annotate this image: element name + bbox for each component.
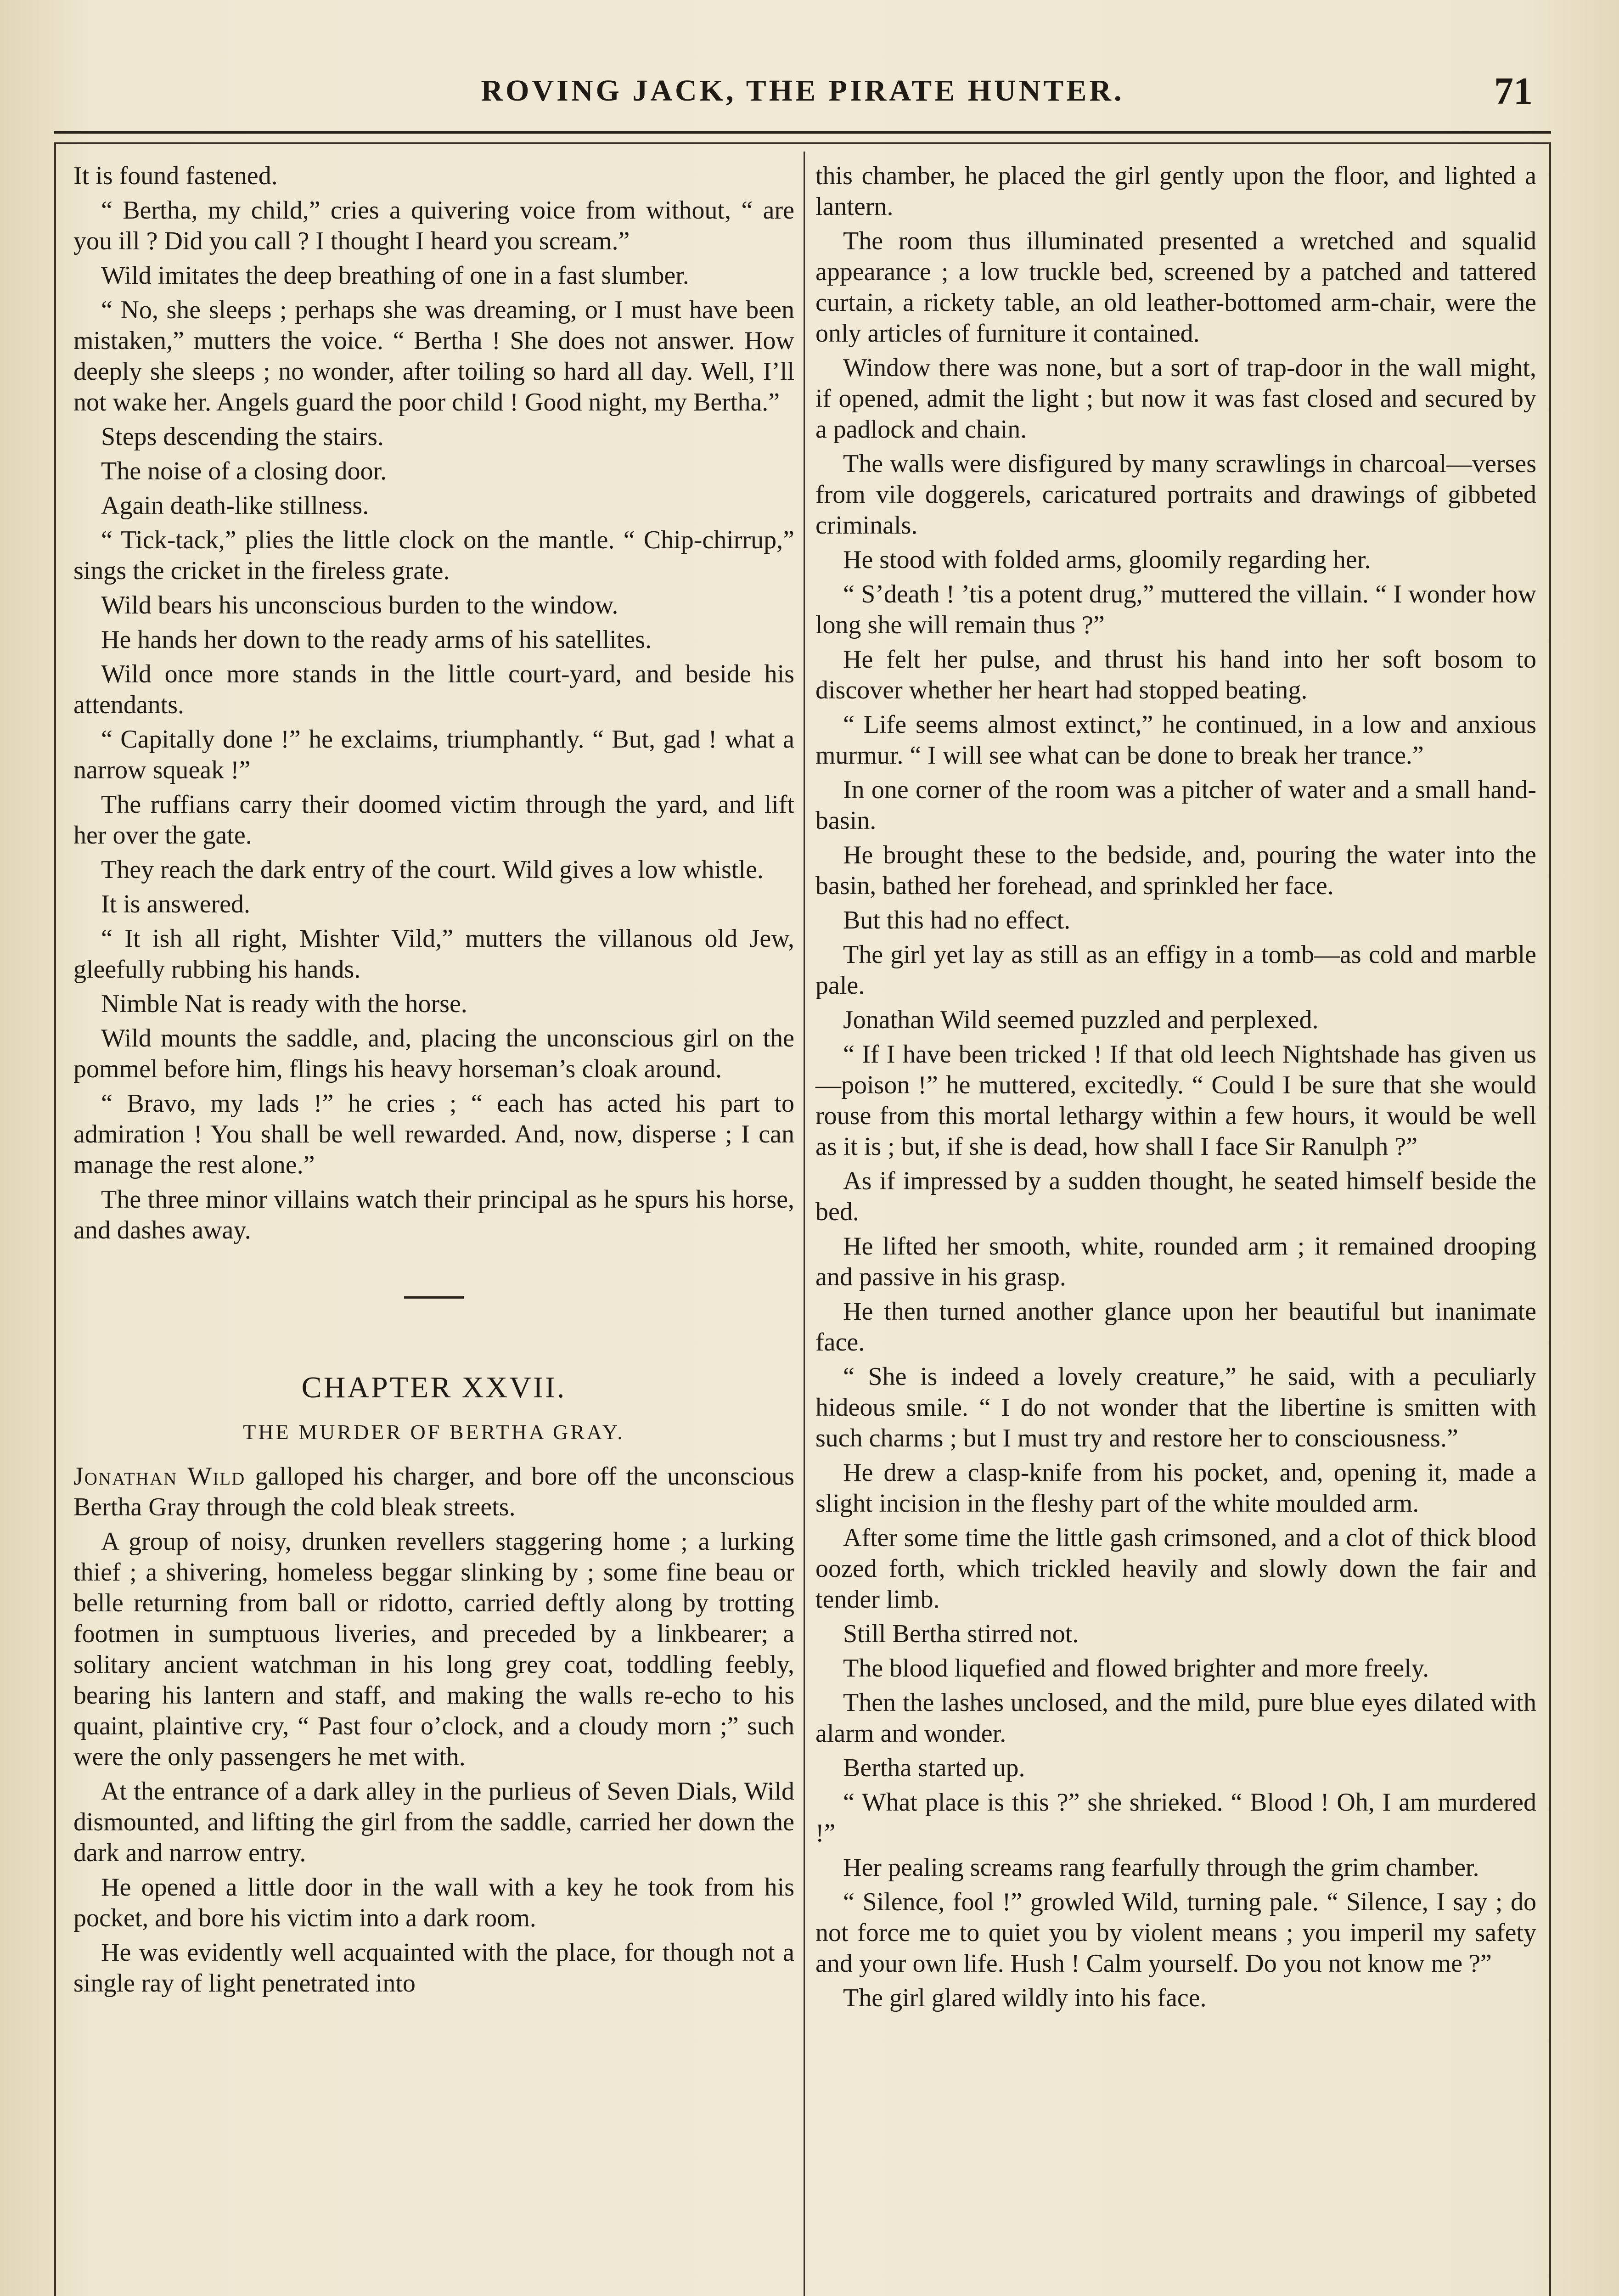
paragraph: this chamber, he placed the girl gently upon the floor, and lighted a lantern. [815,162,1536,221]
section-rule [404,1296,464,1299]
paragraph: Nimble Nat is ready with the horse. [101,990,467,1018]
paragraph: “ It ish all right, Mishter Vild,” mutters the villanous old Jew, gleefully rubbing his hands. [73,924,794,984]
chapter-title: CHAPTER XXVII. [301,1371,567,1404]
left-column [73,161,794,2003]
paragraph: The blood liquefied and flowed brighter and more freely. [843,1654,1429,1683]
paragraph: Steps descending the stairs. [101,422,384,451]
running-title: ROVING JACK, THE PIRATE HUNTER. [481,74,1124,107]
paragraph: In one corner of the room was a pitcher of water and a small hand-basin. [815,776,1536,835]
paragraph: The three minor villains watch their principal as he spurs his horse, and dashes away. [73,1185,794,1244]
paragraph: He drew a clasp-knife from his pocket, and, opening it, made a slight incision in the fleshy part of the white moulded arm. [815,1458,1536,1518]
paragraph: “ Capitally done !” he exclaims, triumphantly. “ But, gad ! what a narrow squeak !” [73,725,794,784]
paragraph: Her pealing screams rang fearfully through the grim chamber. [843,1853,1479,1882]
paragraph: “ She is indeed a lovely creature,” he said, with a peculiarly hideous smile. “ I do not wonder that the libertine is smitten with such charms ; but I must try and restore her to consciousness.” [815,1362,1536,1452]
paragraph: The walls were disfigured by many scrawlings in charcoal—verses from vile doggerels, caricatured portraits and drawings of gibbeted criminals. [815,450,1536,540]
page-number: 71 [1494,70,1533,113]
paragraph: The ruffians carry their doomed victim through the yard, and lift her over the gate. [73,790,794,850]
paragraph: Wild mounts the saddle, and, placing the unconscious girl on the pommel before him, flings his heavy horseman’s cloak around. [73,1024,794,1083]
paragraph: Then the lashes unclosed, and the mild, pure blue eyes dilated with alarm and wonder. [815,1688,1536,1748]
paragraph: Jonathan Wild seemed puzzled and perplexed. [843,1006,1319,1034]
paragraph: Bertha started up. [843,1754,1025,1782]
paragraph: Window there was none, but a sort of trap-door in the wall might, if opened, admit the light ; but now it was fast closed and secured by a padlock and chain. [815,354,1536,444]
paragraph: Wild imitates the deep breathing of one in a fast slumber. [101,261,689,290]
paragraph: Still Bertha stirred not. [843,1620,1079,1648]
paragraph: It is answered. [101,890,251,918]
paragraph: He brought these to the bedside, and, pouring the water into the basin, bathed her forehead, and sprinkled her face. [815,841,1536,900]
paragraph: “ Bravo, my lads !” he cries ; “ each has acted his part to admiration ! You shall be well rewarded. And, now, disperse ; I can manage the rest alone.” [73,1089,794,1179]
paragraph: The noise of a closing door. [101,457,387,485]
paragraph: They reach the dark entry of the court. Wild gives a low whistle. [101,855,764,884]
chapter-opening-smallcaps: Jonathan Wild [73,1462,246,1491]
paragraph: He then turned another glance upon her beautiful but inanimate face. [815,1297,1536,1356]
paragraph: “ If I have been tricked ! If that old leech Nightshade has given us—poison !” he muttered, excitedly. “ Could I be sure that she would rouse from this mortal lethargy within a few hours, it would be well as it is ; but, if she is dead, how shall I face Sir Ranulph ?” [815,1040,1536,1161]
paragraph: Wild once more stands in the little court-yard, and beside his attendants. [73,660,794,719]
running-header [54,69,1551,124]
paragraph: The girl glared wildly into his face. [843,1984,1207,2012]
paragraph: The room thus illuminated presented a wretched and squalid appearance ; a low truckle bed, screened by a patched and tattered curtain, a rickety table, an old leather-bottomed arm-chair, were the only articles of furniture it contained. [815,227,1536,348]
paragraph: But this had no effect. [843,906,1071,934]
paragraph: He lifted her smooth, white, rounded arm ; it remained drooping and passive in his grasp. [815,1232,1536,1291]
paragraph: “ What place is this ?” she shrieked. “ Blood ! Oh, I am murdered !” [815,1788,1536,1847]
right-column [815,161,1536,2017]
paragraph: “ Life seems almost extinct,” he continued, in a low and anxious murmur. “ I will see what can be done to break her trance.” [815,710,1536,770]
paragraph: “ No, she sleeps ; perhaps she was dreaming, or I must have been mistaken,” mutters the voice. “ Bertha ! She does not answer. How deeply she sleeps ; no wonder, after toiling so hard all day. Well, I’ll not wake her. Angels guard the poor child ! Good night, my Bertha.” [73,296,794,416]
paragraph: “ S’death ! ’tis a potent drug,” muttered the villain. “ I wonder how long she will remain thus ?” [815,580,1536,639]
paragraph: After some time the little gash crimsoned, and a clot of thick blood oozed forth, which trickled heavily and slowly down the fair and tender limb. [815,1524,1536,1614]
paragraph: He was evidently well acquainted with the place, for though not a single ray of light penetrated into [73,1938,794,1998]
paragraph: He stood with folded arms, gloomily regarding her. [843,546,1371,574]
column-divider [804,152,805,2296]
paragraph: At the entrance of a dark alley in the purlieus of Seven Dials, Wild dismounted, and lifting the girl from the saddle, carried her down the dark and narrow entry. [73,1777,794,1867]
paragraph: “ Bertha, my child,” cries a quivering voice from without, “ are you ill ? Did you call ? I thought I heard you scream.” [73,196,794,255]
chapter-opening-paragraph [73,1461,794,1523]
paragraph: A group of noisy, drunken revellers staggering home ; a lurking thief ; a shivering, homeless beggar slinking by ; some fine beau or belle returning from ball or ridotto, carried deftly along by trotting footmen in sumptuous liveries, and preceded by a linkbearer; a solitary ancient watchman in his long grey coat, toddling feebly, bearing his lantern and staff, and making the walls re-echo to his quaint, plaintive cry, “ Past four o’clock, and a cloudy morn ;” such were the only passengers he met with. [73,1527,794,1771]
paragraph: Again death-like stillness. [101,491,369,520]
paragraph: “ Tick-tack,” plies the little clock on the mantle. “ Chip-chirrup,” sings the cricket in the fireless grate. [73,526,794,585]
paragraph: Wild bears his unconscious burden to the window. [101,591,618,619]
paragraph: He felt her pulse, and thrust his hand into her soft bosom to discover whether her heart had stopped beating. [815,645,1536,704]
paragraph: The girl yet lay as still as an effigy in a tomb—as cold and marble pale. [815,940,1536,1000]
paragraph: He opened a little door in the wall with a key he took from his pocket, and bore his victim into a dark room. [73,1873,794,1932]
paragraph: “ Silence, fool !” growled Wild, turning pale. “ Silence, I say ; do not force me to quiet you by violent means ; you imperil my safety and your own life. Hush ! Calm yourself. Do you not know me ?” [815,1888,1536,1978]
paragraph: It is found fastened. [73,162,278,190]
chapter-opening-rest: galloped his charger, and bore off the unconscious Bertha Gray through the cold bleak streets. [73,1462,794,1521]
paragraph: As if impressed by a sudden thought, he seated himself beside the bed. [815,1167,1536,1226]
paragraph: He hands her down to the ready arms of his satellites. [101,625,652,654]
header-rule [54,131,1551,134]
chapter-subtitle: THE MURDER OF BERTHA GRAY. [243,1420,625,1444]
